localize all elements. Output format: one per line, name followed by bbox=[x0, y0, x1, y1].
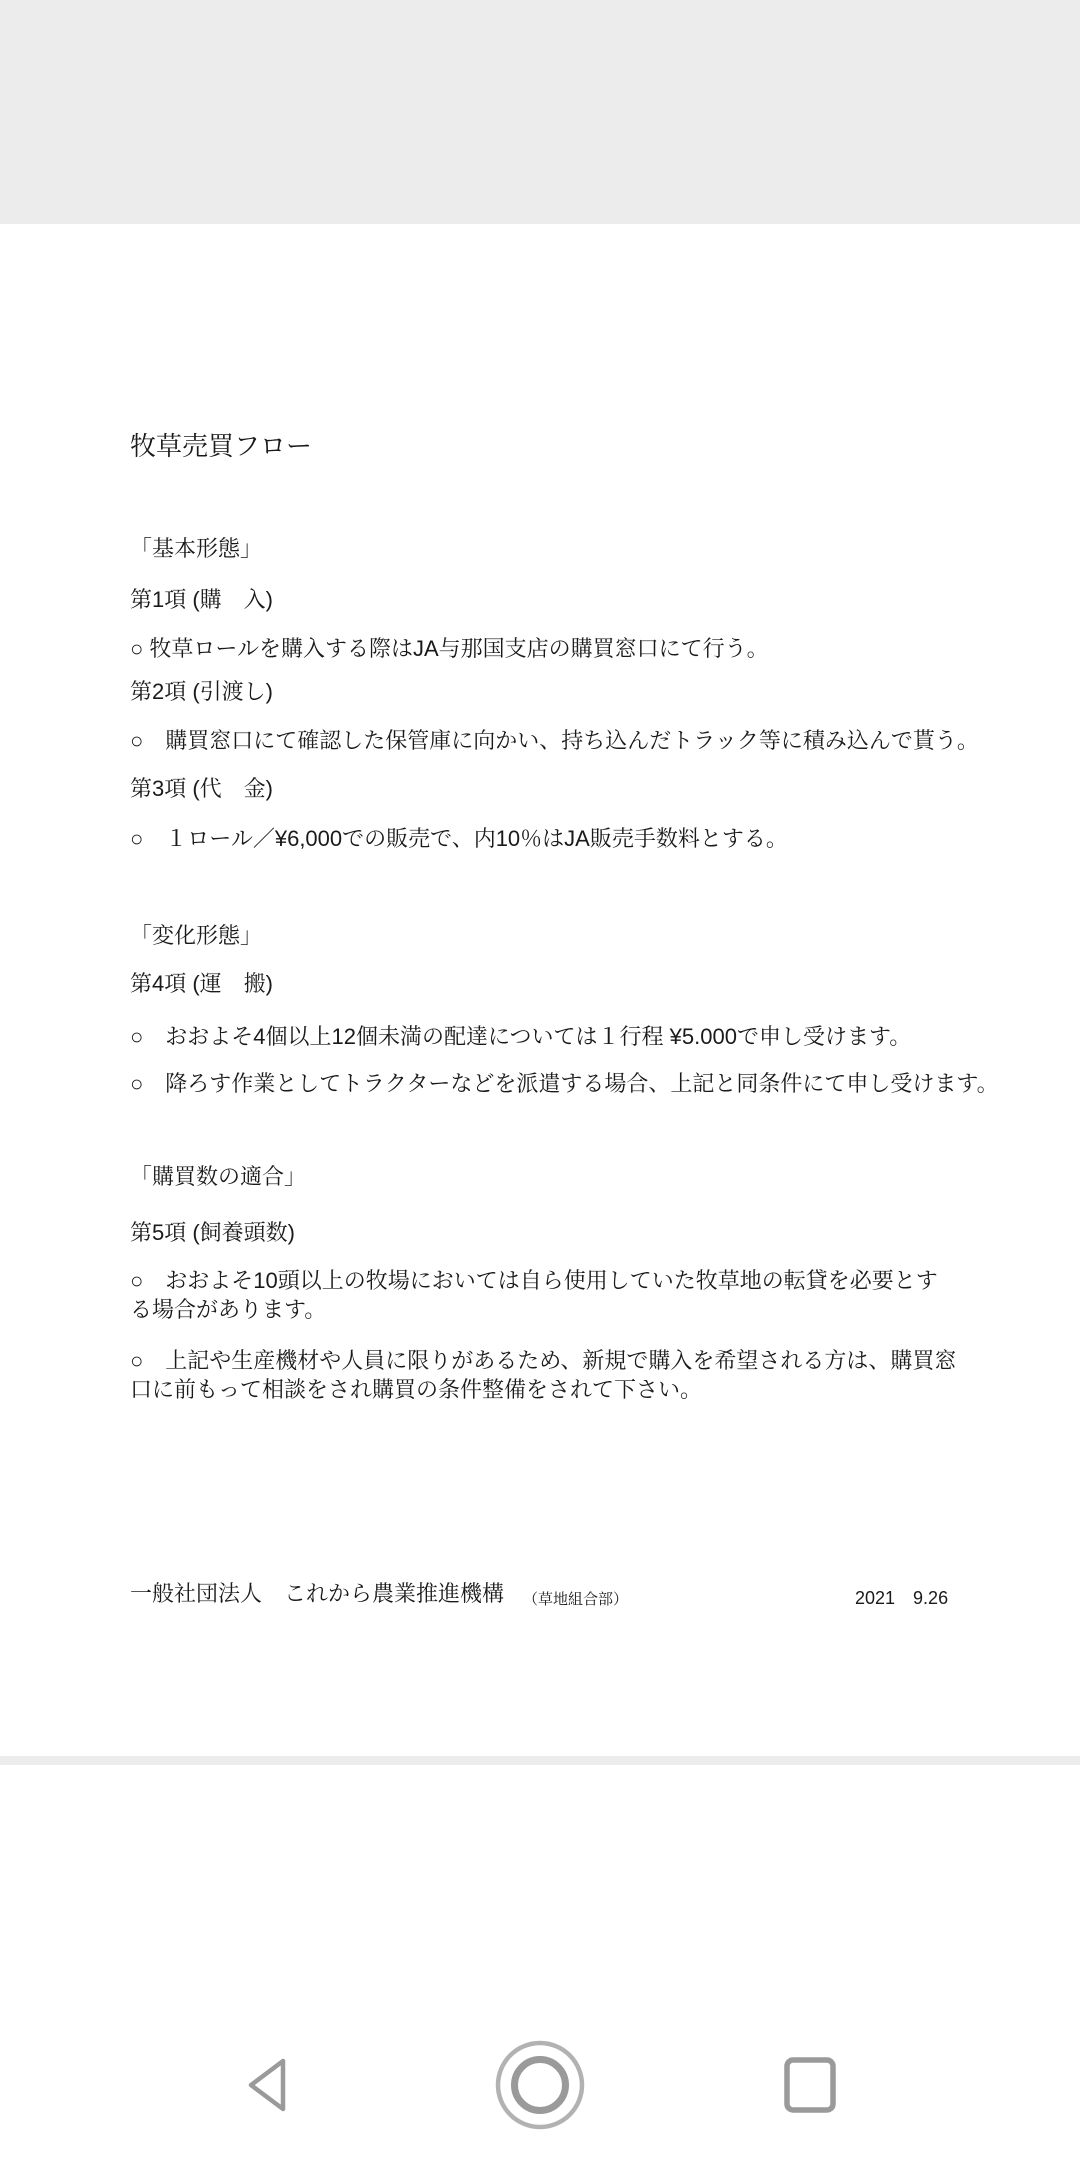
clause-1-bullet: ○ 牧草ロールを購入する際はJA与那国支店の購買窓口にて行う。 bbox=[130, 636, 769, 661]
clause-3-label: 第3項 (代 金) bbox=[130, 776, 274, 801]
clause-5-label: 第5項 (飼養頭数) bbox=[130, 1220, 296, 1245]
clause-5-bullet-1-line-2: る場合があります。 bbox=[130, 1297, 327, 1322]
clause-2-bullet: ○ 購買窓口にて確認した保管庫に向かい、持ち込んだトラック等に積み込んで貰う。 bbox=[130, 728, 979, 753]
page-break-divider bbox=[0, 1756, 1080, 1765]
section-heading-variation: 「変化形態」 bbox=[130, 923, 263, 948]
clause-1-label: 第1項 (購 入) bbox=[130, 587, 274, 612]
clause-4-bullet-2: ○ 降ろす作業としてトラクターなどを派遣する場合、上記と同条件にて申し受けます。 bbox=[130, 1071, 999, 1096]
clause-4-label: 第4項 (運 搬) bbox=[130, 971, 274, 996]
recents-square-icon bbox=[750, 2025, 870, 2145]
footer-department: （草地組合部） bbox=[523, 1591, 629, 1608]
section-heading-purchase-quantity: 「購買数の適合」 bbox=[130, 1164, 307, 1189]
clause-5-bullet-2-line-1: ○ 上記や生産機材や人員に限りがあるため、新規で購入を希望される方は、購買窓 bbox=[130, 1348, 957, 1373]
clause-4-bullet-1: ○ おおよそ4個以上12個未満の配達については１行程 ¥5.000で申し受けます。 bbox=[130, 1024, 912, 1049]
back-triangle-icon bbox=[209, 2025, 329, 2145]
clause-5-bullet-1-line-1: ○ おおよそ10頭以上の牧場においては自ら使用していた牧草地の転貸を必要とす bbox=[130, 1268, 938, 1293]
footer-organization: 一般社団法人 これから農業推進機構 bbox=[130, 1581, 505, 1606]
clause-3-bullet: ○ １ロール／¥6,000での販売で、内10％はJA販売手数料とする。 bbox=[130, 826, 788, 851]
clause-5-bullet-2-line-2: 口に前もって相談をされ購買の条件整備をされて下さい。 bbox=[130, 1377, 703, 1402]
clause-2-label: 第2項 (引渡し) bbox=[130, 679, 274, 704]
section-heading-basic: 「基本形態」 bbox=[130, 536, 263, 561]
nav-recents-button[interactable] bbox=[750, 2025, 870, 2145]
doc-title: 牧草売買フロー bbox=[130, 431, 313, 461]
footer-date: 2021 9.26 bbox=[855, 1588, 949, 1608]
nav-back-button[interactable] bbox=[209, 2025, 329, 2145]
home-circle-icon bbox=[480, 2025, 600, 2145]
nav-home-button[interactable] bbox=[480, 2025, 600, 2145]
status-bar-area bbox=[0, 0, 1080, 224]
